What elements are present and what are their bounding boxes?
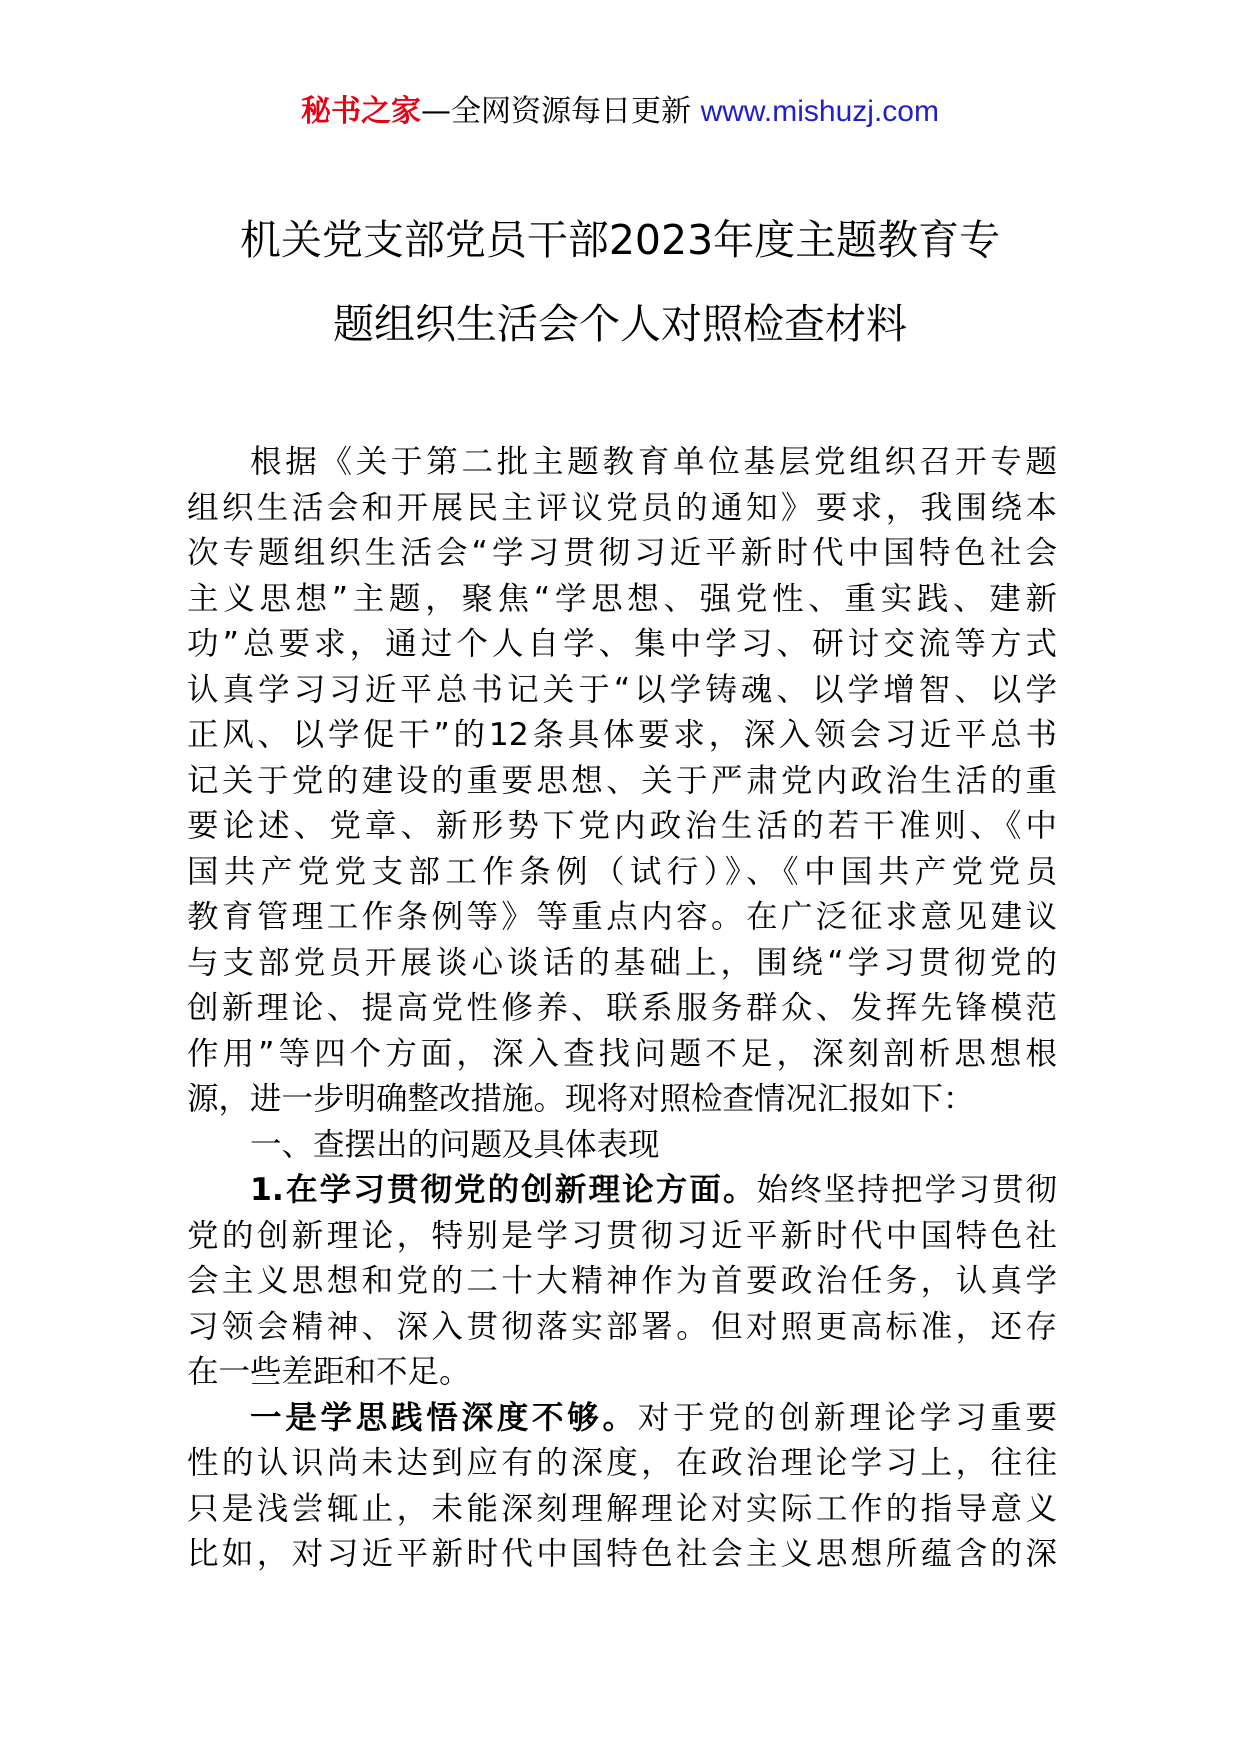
site-tagline: —全网资源每日更新 — [421, 94, 701, 129]
paragraph-line: 在一些差距和不足。 — [187, 1354, 471, 1390]
title-line-1: 机关党支部党员干部2023年度主题教育专 — [239, 216, 1001, 264]
paragraph-line: 会主义思想和党的二十大精神作为首要政治任务，认真学 — [187, 1263, 1057, 1299]
paragraph-line: 作用”等四个方面，深入查找问题不足，深刻剖析思想根 — [187, 1035, 1057, 1072]
document-title — [150, 198, 1090, 366]
item-heading-bold: 1.在学习贯彻党的创新理论方面。 — [250, 1172, 757, 1208]
paragraph-line: 根据《关于第二批主题教育单位基层党组织召开专题 — [250, 444, 1057, 480]
point-heading-bold: 一是学思践悟深度不够。 — [250, 1399, 638, 1436]
paragraph-line: 创新理论、提高党性修养、联系服务群众、发挥先锋模范 — [187, 990, 1057, 1026]
paragraph-line: 源，进一步明确整改措施。现将对照检查情况汇报如下： — [187, 1081, 975, 1117]
paragraph-line: 主义思想”主题，聚焦“学思想、强党性、重实践、建新 — [187, 580, 1057, 617]
paragraph-line: 教育管理工作条例等》等重点内容。在广泛征求意见建议 — [187, 899, 1057, 935]
item-heading-line — [187, 1168, 1057, 1214]
paragraph-line: 与支部党员开展谈心谈话的基础上，围绕“学习贯彻党的 — [187, 944, 1057, 981]
site-brand: 秘书之家 — [301, 94, 422, 129]
paragraph-line: 比如，对习近平新时代中国特色社会主义思想所蕴含的深 — [187, 1536, 1057, 1572]
paragraph-line: 记关于党的建设的重要思想、关于严肃党内政治生活的重 — [187, 762, 1057, 799]
paragraph-line: 正风、以学促干”的12条具体要求，深入领会习近平总书 — [187, 717, 1057, 753]
paragraph-line: 次专题组织生活会“学习贯彻习近平新时代中国特色社会 — [187, 535, 1057, 571]
section-heading: 一、查摆出的问题及具体表现 — [250, 1126, 660, 1163]
paragraph-line: 性的认识尚未达到应有的深度，在政治理论学习上，往往 — [187, 1445, 1057, 1481]
item-heading-rest: 始终坚持把学习贯彻 — [756, 1172, 1057, 1208]
site-header — [0, 92, 1240, 132]
paragraph-line: 组织生活会和开展民主评议党员的通知》要求，我围绕本 — [187, 489, 1057, 526]
paragraph-line: 党的创新理论，特别是学习贯彻习近平新时代中国特色社 — [187, 1217, 1057, 1254]
paragraph-line: 习领会精神、深入贯彻落实部署。但对照更高标准，还存 — [187, 1308, 1057, 1345]
paragraph-line: 要论述、党章、新形势下党内政治生活的若干准则、《中 — [187, 808, 1057, 844]
point-heading-line — [187, 1396, 1057, 1442]
paragraph-line: 国共产党党支部工作条例（试行）》、《中国共产党党员 — [187, 853, 1057, 890]
paragraph-line: 只是浅尝辄止，未能深刻理解理论对实际工作的指导意义 — [187, 1490, 1057, 1527]
site-url-link[interactable]: www.mishuzj.com — [700, 95, 939, 128]
document-body — [187, 440, 1057, 1578]
point-heading-rest: 对于党的创新理论学习重要 — [637, 1399, 1057, 1436]
title-line-2: 题组织生活会个人对照检查材料 — [333, 300, 907, 348]
paragraph-line: 功”总要求，通过个人自学、集中学习、研讨交流等方式 — [187, 626, 1057, 662]
paragraph-line: 认真学习习近平总书记关于“以学铸魂、以学增智、以学 — [187, 671, 1057, 708]
